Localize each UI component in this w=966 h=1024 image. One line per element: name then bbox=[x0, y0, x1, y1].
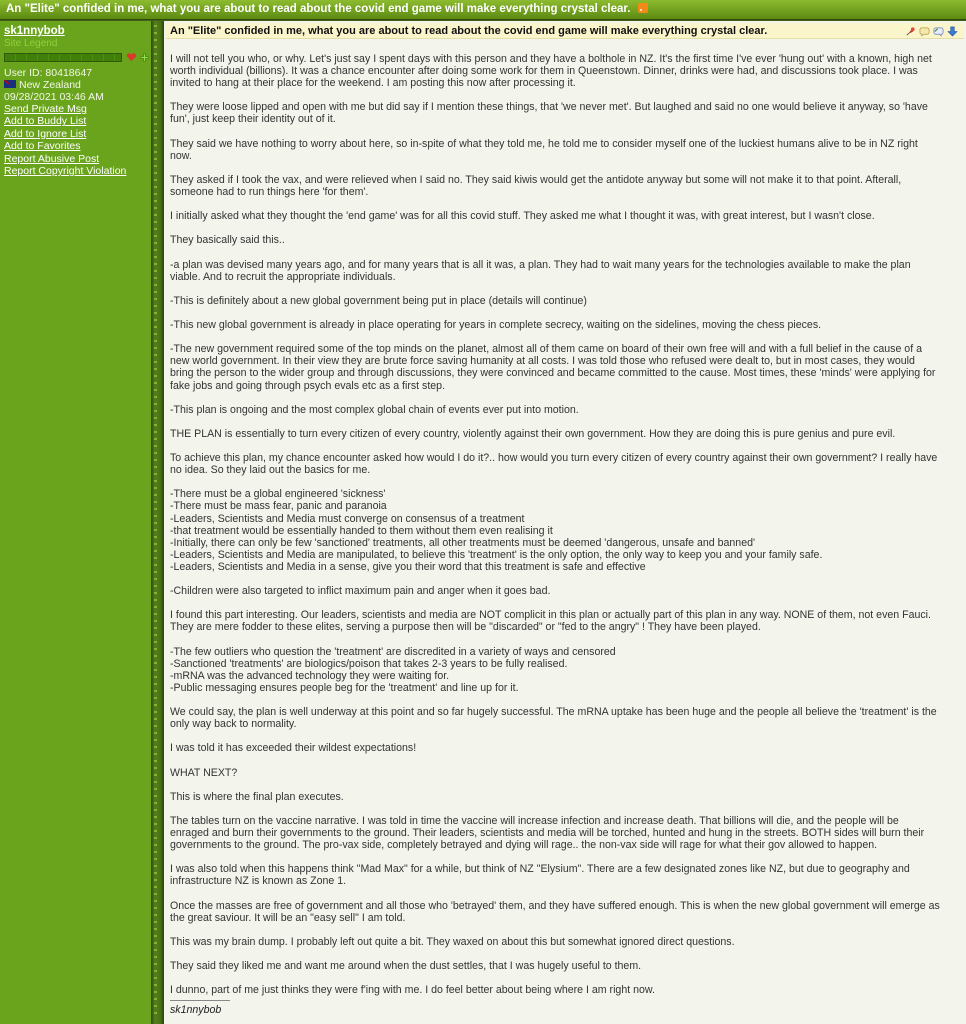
thread-title-bar bbox=[0, 0, 966, 20]
post-title-bar bbox=[166, 23, 964, 39]
post-paragraph: -There must be a global engineered 'sickness' -There must be mass fear, panic and paranoia -Leaders, Scientists and Media must converge on consensus of a treatment -that treatment would be essentially handed to them without them even realising it -Initially, there can only be few 'sanctioned' treatments, all other treatments must be deemed 'dangerous, unsafe and banned' -Leaders, Scientists and Media are manipulated, to believe this 'treatment' is the only option, the only way to keep you and your family safe. -Leaders, Scientists and Media in a sense, give you their word that this treatment is safe and effective bbox=[170, 488, 823, 573]
report-abusive-post-link[interactable]: Report Abusive Post bbox=[4, 152, 100, 165]
post-paragraph: -This is definitely about a new global government being put in place (details will continue) bbox=[170, 294, 587, 307]
pin-icon[interactable] bbox=[905, 26, 916, 37]
post-paragraph: WHAT NEXT? bbox=[170, 766, 238, 779]
post-paragraph: They asked if I took the vax, and were relieved when I said no. They said kiwis would get the antidote anyway but some will not make it to that point. Afterall, someone had to run things here 'for them'. bbox=[170, 173, 902, 199]
post-title: An "Elite" confided in me, what you are about to read about the covid end game will make everything crystal clear. bbox=[170, 25, 768, 37]
post-paragraph: To achieve this plan, my chance encounter asked how would I do it?.. how would you turn every citizen of every country against their own government? I really have no idea. So they laid out the basics for me. bbox=[170, 452, 938, 477]
reputation-bar bbox=[4, 53, 122, 62]
divider-decoration bbox=[154, 25, 157, 1015]
post-paragraph: I will not tell you who, or why. Let's just say I spent days with this person and they have a bolthole in NZ. It's the first time I've ever 'hung out' with a known, high net worth individual (billions). It was a chance encounter after doing some work for them in Queenstown. Dinner, drinks were had, and discussions took place. I was invited to hang at their place for the weekend. I am posting this now after processing it. bbox=[170, 53, 932, 90]
post-paragraph: They said we have nothing to worry about here, so in-spite of what they told me, he told me to consider myself one of the luckiest humans alive to be in NZ right now. bbox=[170, 137, 918, 162]
post-paragraph: -a plan was devised many years ago, and for many years that is all it was, a plan. They had to wait many years for the technologies available to make the plan viable. And to recruit the appropriate individuals. bbox=[170, 258, 911, 283]
add-to-buddy-list-link[interactable]: Add to Buddy List bbox=[4, 115, 87, 128]
post-paragraph: They basically said this.. bbox=[170, 234, 285, 247]
post-paragraph: I dunno, part of me just thinks they were f'ing with me. I do feel better about being where I am right now. bbox=[170, 984, 655, 997]
post-paragraph: -The new government required some of the top minds on the planet, almost all of them came on board of their own free will and with a full belief in the cause of a new world government. In their view they are brute force saving humanity at all costs. I was told those who refused were dealt to, but in most cases, they would bring the person to the wider group and through discussions, they were convinced and became committed to the cause. Most times, these 'minds' were applying for fake jobs and going through psych evals etc as a first step. bbox=[170, 343, 936, 392]
post-date: 09/28/2021 03:46 AM bbox=[4, 91, 104, 103]
post-body bbox=[170, 53, 940, 996]
post-paragraph: Once the masses are free of government and all those who 'betrayed' them, and they have suffered enough. This is when the new global government will emerge as the great saviour. It will be an "easy sell" I am told. bbox=[170, 899, 940, 924]
post-paragraph: They were loose lipped and open with me but did say if I mention these things, that 'we never met'. But laughed and said no one would believe it anyway, so 'have fun', just keep their identity out of it. bbox=[170, 101, 928, 126]
post-paragraph: I was also told when this happens think "Mad Max" for a while, but think of NZ "Elysium". There are a few designated zones like NZ, but due to geography and infrastructure NZ is known as Zone 1. bbox=[170, 863, 910, 888]
reputation-row bbox=[4, 53, 151, 62]
send-private-msg-link[interactable]: Send Private Msg bbox=[4, 103, 87, 115]
signature-divider bbox=[170, 1000, 230, 1001]
user-sidebar bbox=[0, 21, 151, 1024]
post-paragraph: -This plan is ongoing and the most complex global chain of events ever put into motion. bbox=[170, 403, 579, 416]
post-paragraph: The tables turn on the vaccine narrative. I was told in time the vaccine will increase infection and increase death. That billions will die, and the people will be enraged and burn their governments to the ground. Their leaders, scientists and media will be torched, hunted and hung in the streets. BOTH sides will burn their governments to the ground. The pro-vax side, completely betrayed and dying will rage.. the non-vax side will rage for what their gov allowed to happen. bbox=[170, 814, 925, 852]
column-divider bbox=[151, 21, 164, 1024]
post-paragraph: This is where the final plan executes. bbox=[170, 790, 344, 803]
post-paragraph: I was told it has exceeded their wildest expectations! bbox=[170, 742, 417, 755]
user-title: Site Legend bbox=[4, 38, 58, 49]
post-paragraph: This was my brain dump. I probably left out quite a bit. They waxed on about this but somewhat ignored direct questions. bbox=[170, 935, 735, 948]
post-panel bbox=[164, 21, 966, 1024]
quote-icon[interactable] bbox=[919, 26, 930, 37]
down-arrow-icon[interactable] bbox=[947, 26, 958, 37]
post-paragraph: They said they liked me and want me around when the dust settles, that I was hugely useful to them. bbox=[170, 960, 642, 973]
post-paragraph: I initially asked what they thought the 'end game' was for all this covid stuff. They asked me what I thought it was, with great interest, but I wasn't close. bbox=[170, 210, 875, 223]
rss-icon[interactable] bbox=[638, 3, 648, 13]
post-paragraph: I found this part interesting. Our leaders, scientists and media are NOT complicit in this plan or actually part of this plan in any way. NONE of them, not even Fauci. They are mere fodder to these elites, serving a purpose then will be "discarded" or "fed to the angry" ! They have been played. bbox=[170, 609, 931, 634]
user-location bbox=[4, 79, 151, 91]
post-paragraph: THE PLAN is essentially to turn every citizen of every country, violently against their own government. How they are doing this is pure genius and pure evil. bbox=[170, 427, 896, 440]
reply-icon[interactable] bbox=[933, 26, 944, 37]
username-link[interactable]: sk1nnybob bbox=[4, 25, 65, 37]
post-paragraph: -The few outliers who question the 'treatment' are discredited in a variety of ways and censored -Sanctioned 'treatments' are biologics/poison that takes 2-3 years to be fully realised. -mRNA was the advanced technology they were waiting for. -Public messaging ensures people beg for the 'treatment' and line up for it. bbox=[170, 645, 616, 694]
user-action-links bbox=[4, 103, 151, 177]
post-paragraph: -Children were also targeted to inflict maximum pain and anger when it goes bad. bbox=[170, 585, 551, 598]
location-label: New Zealand bbox=[19, 79, 81, 91]
thread-title: An "Elite" confided in me, what you are about to read about the covid end game will make everything crystal clear. bbox=[6, 3, 631, 15]
signature: sk1nnybob bbox=[170, 1004, 222, 1016]
nz-flag-icon bbox=[4, 80, 16, 88]
post-action-icons bbox=[905, 26, 958, 37]
add-to-ignore-list-link[interactable]: Add to Ignore List bbox=[4, 127, 87, 140]
post-paragraph: We could say, the plan is well underway at this point and so far hugely successful. The mRNA uptake has been huge and the people all believe the 'treatment' is the only way back to normality. bbox=[170, 706, 937, 731]
heart-icon[interactable] bbox=[126, 53, 137, 62]
report-copyright-violation-link[interactable]: Report Copyright Violation bbox=[4, 165, 127, 178]
plus-icon[interactable] bbox=[139, 53, 150, 62]
post-paragraph: -This new global government is already in place operating for years in complete secrecy, waiting on the sidelines, moving the chess pieces. bbox=[170, 319, 822, 332]
user-id: User ID: 80418647 bbox=[4, 67, 93, 79]
user-info bbox=[4, 67, 151, 103]
add-to-favorites-link[interactable]: Add to Favorites bbox=[4, 140, 81, 153]
